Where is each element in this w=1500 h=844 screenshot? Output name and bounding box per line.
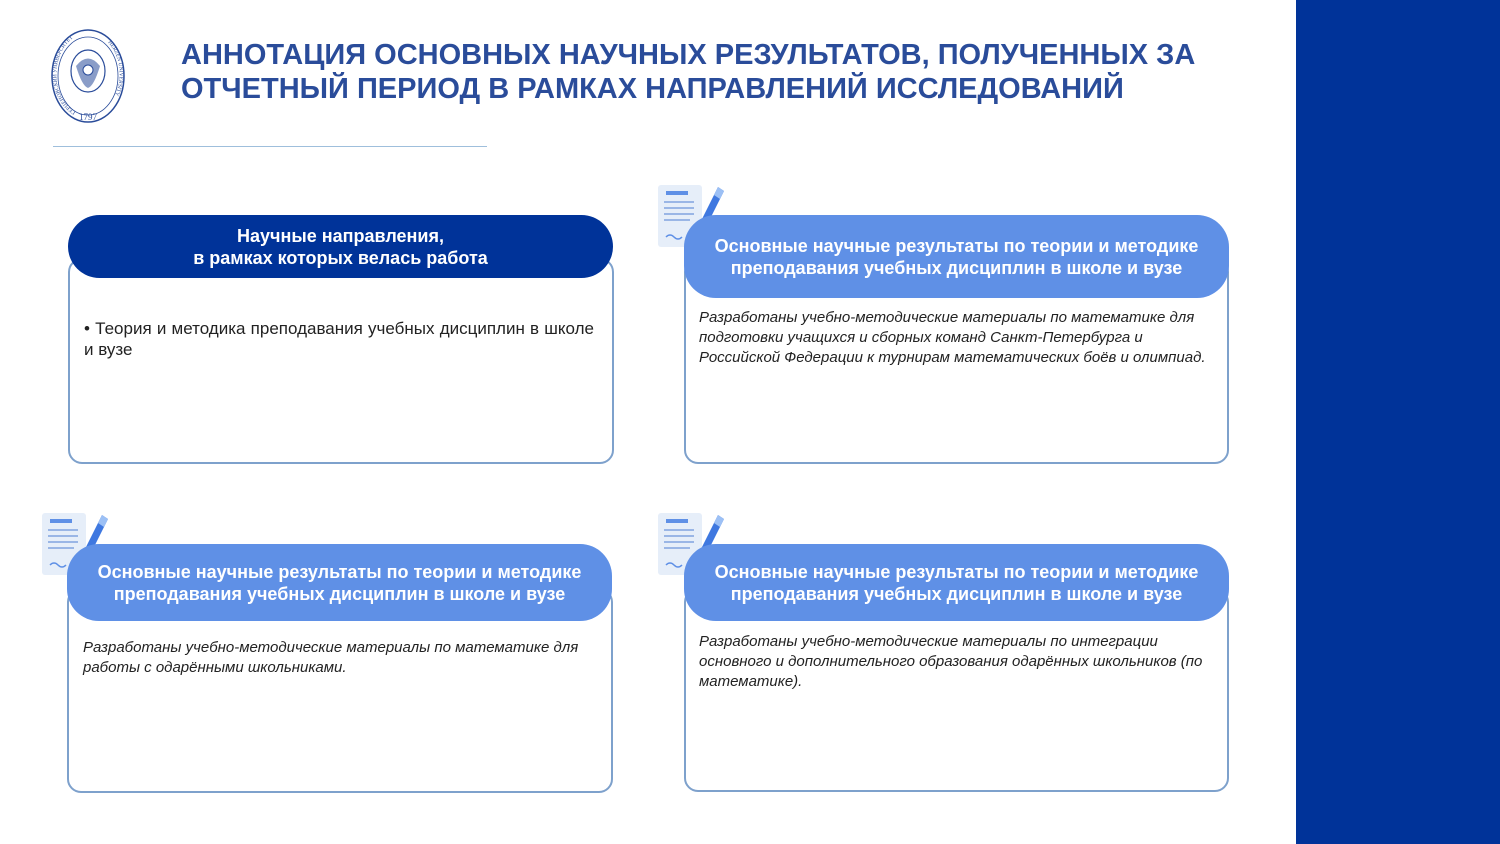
directions-card bbox=[68, 258, 614, 464]
directions-title-line1: Научные направления, bbox=[237, 225, 444, 246]
logo-year: 1797 bbox=[79, 112, 97, 122]
directions-card-header bbox=[68, 215, 613, 278]
directions-bullet: • Теория и методика преподавания учебных дисциплин в школе и вузе bbox=[84, 319, 594, 359]
logo-text-left: ГЕРЦЕНОВСКИЙ УНИВЕРСИТЕТ bbox=[52, 34, 77, 116]
result2-card-header bbox=[67, 544, 612, 621]
result3-card-header bbox=[684, 544, 1229, 621]
result1-card-header bbox=[684, 215, 1229, 298]
title-divider bbox=[53, 146, 487, 147]
result1-text: Разработаны учебно-методические материалы по математике для подготовки учащихся и сборных команд Санкт-Петербурга и Российской Федерации к турнирам математических боёв и олимпиад. bbox=[699, 309, 1206, 366]
svg-text:HERZEN UNIVERSITY bbox=[106, 40, 123, 97]
directions-title-line2: в рамках которых велась работа bbox=[193, 247, 488, 268]
result2-text: Разработаны учебно-методические материалы по математике для работы с одарёнными школьниками. bbox=[83, 639, 579, 676]
right-side-bar bbox=[1296, 0, 1500, 844]
logo-text-right: HERZEN UNIVERSITY bbox=[106, 39, 124, 97]
result1-title: Основные научные результаты по теории и методике преподавания учебных дисциплин в школе и вузе bbox=[714, 235, 1199, 278]
page-title: АННОТАЦИЯ ОСНОВНЫХ НАУЧНЫХ РЕЗУЛЬТАТОВ, ПОЛУЧЕННЫХ ЗА ОТЧЕТНЫЙ ПЕРИОД В РАМКАХ НАПРАВЛЕНИЙ ИССЛЕДОВАНИЙ bbox=[181, 39, 1196, 105]
svg-text:ГЕРЦЕНОВСКИЙ УНИВЕРСИТЕТ bbox=[50, 34, 76, 115]
result3-title: Основные научные результаты по теории и методике преподавания учебных дисциплин в школе и вузе bbox=[714, 561, 1199, 604]
result2-title: Основные научные результаты по теории и методике преподавания учебных дисциплин в школе и вузе bbox=[97, 561, 582, 604]
logo-ring-text bbox=[50, 26, 126, 126]
result3-text: Разработаны учебно-методические материалы по интеграции основного и дополнительного образования одарённых школьников (по математике). bbox=[699, 633, 1203, 690]
